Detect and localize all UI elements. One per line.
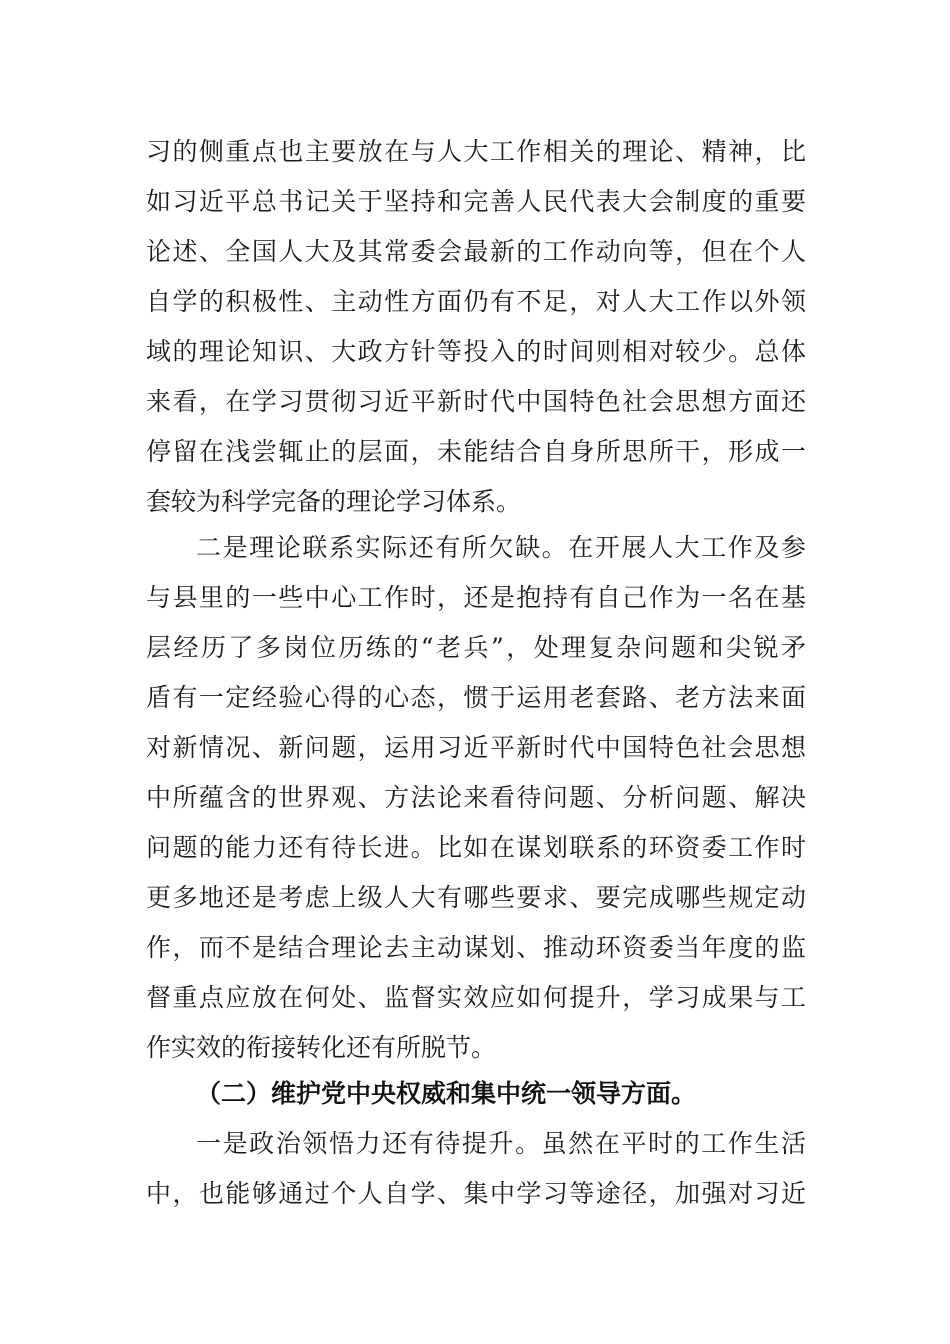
paragraph-line: 如习近平总书记关于坚持和完善人民代表大会制度的重要 [146,187,806,216]
paragraph-line: 套较为科学完备的理论学习体系。 [146,487,522,516]
paragraph-line: 习的侧重点也主要放在与人大工作相关的理论、精神，比 [146,137,806,166]
paragraph-line: 中，也能够通过个人自学、集中学习等途径，加强对习近 [146,1179,806,1208]
paragraph-line: 论述、全国人大及其常委会最新的工作动向等，但在个人 [146,237,806,266]
paragraph-line: 盾有一定经验心得的心态，惯于运用老套路、老方法来面 [146,683,806,712]
section-heading: （二）维护党中央权威和集中统一领导方面。 [196,1079,697,1108]
paragraph-line: 来看，在学习贯彻习近平新时代中国特色社会思想方面还 [146,387,806,416]
paragraph-line: 一是政治领悟力还有待提升。虽然在平时的工作生活 [196,1129,806,1158]
paragraph-line: 更多地还是考虑上级人大有哪些要求、要完成哪些规定动 [146,883,806,912]
paragraph-line: 作实效的衔接转化还有所脱节。 [146,1033,497,1062]
paragraph-line: 与县里的一些中心工作时，还是抱持有自己作为一名在基 [146,583,806,612]
paragraph-line: 二是理论联系实际还有所欠缺。在开展人大工作及参 [196,533,806,562]
paragraph-line: 作，而不是结合理论去主动谋划、推动环资委当年度的监 [146,933,806,962]
paragraph-line: 层经历了多岗位历练的“老兵”，处理复杂问题和尖锐矛 [146,633,806,662]
paragraph-line: 中所蕴含的世界观、方法论来看待问题、分析问题、解决 [146,783,806,812]
paragraph-line: 域的理论知识、大政方针等投入的时间则相对较少。总体 [146,337,806,366]
paragraph-line: 停留在浅尝辄止的层面，未能结合自身所思所干，形成一 [146,437,806,466]
paragraph-line: 自学的积极性、主动性方面仍有不足，对人大工作以外领 [146,287,806,316]
paragraph-line: 对新情况、新问题，运用习近平新时代中国特色社会思想 [146,733,806,762]
paragraph-line: 督重点应放在何处、监督实效应如何提升，学习成果与工 [146,983,806,1012]
paragraph-line: 问题的能力还有待长进。比如在谋划联系的环资委工作时 [146,833,806,862]
